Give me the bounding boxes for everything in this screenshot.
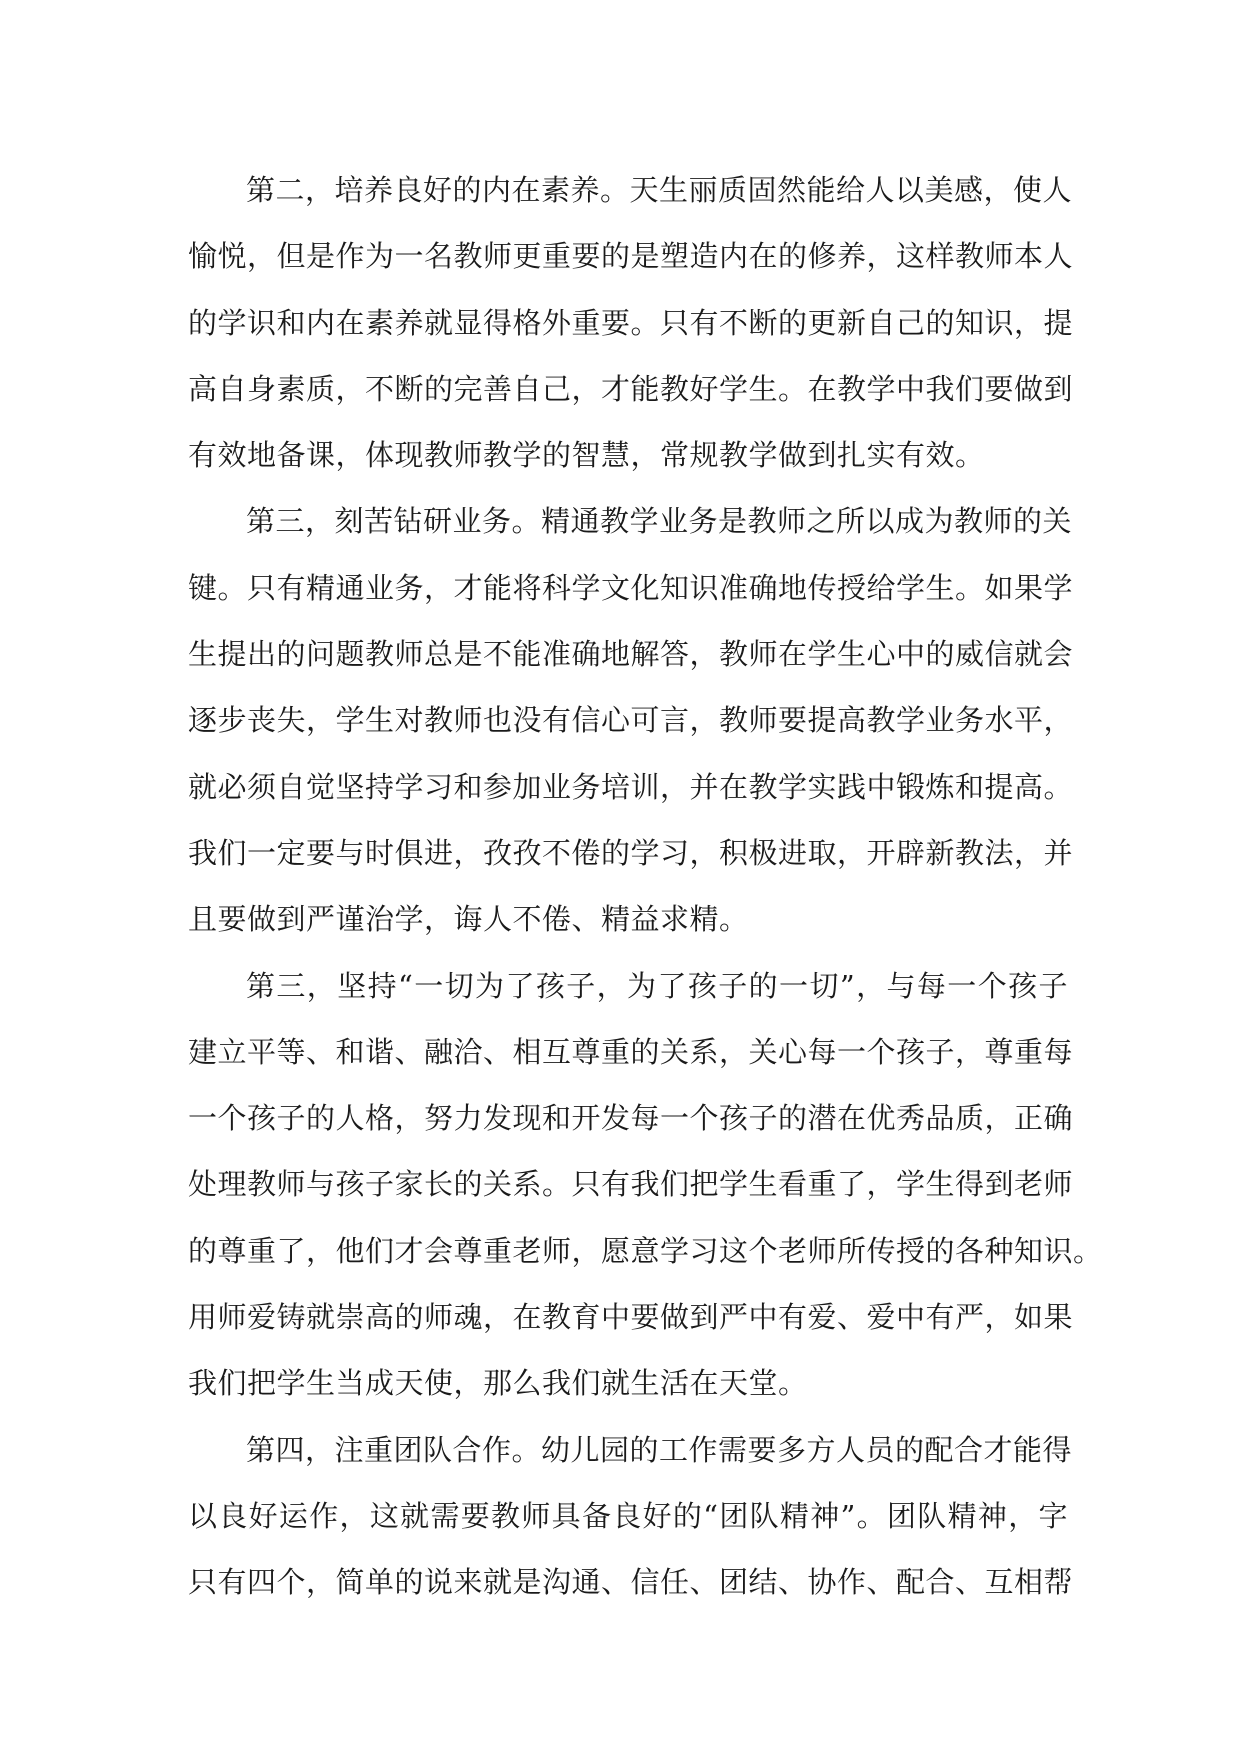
paragraph bbox=[188, 488, 1074, 952]
text-line: 高自身素质，不断的完善自己，才能教好学生。在教学中我们要做到 bbox=[188, 371, 1074, 406]
paragraph bbox=[188, 1417, 1074, 1616]
text-line: 我们一定要与时俱进，孜孜不倦的学习，积极进取，开辟新教法，并 bbox=[188, 835, 1074, 870]
text-line: 键。只有精通业务，才能将科学文化知识准确地传授给学生。如果学 bbox=[188, 570, 1074, 605]
text-line: 第三，刻苦钻研业务。精通教学业务是教师之所以成为教师的关 bbox=[246, 504, 1073, 539]
text-line: 以良好运作，这就需要教师具备良好的“团队精神”。团队精神，字 bbox=[188, 1498, 1068, 1533]
text-line: 建立平等、和谐、融洽、相互尊重的关系，关心每一个孩子，尊重每 bbox=[188, 1034, 1074, 1069]
text-line: 且要做到严谨治学，诲人不倦、精益求精。 bbox=[188, 902, 749, 937]
text-line: 第四，注重团队合作。幼儿园的工作需要多方人员的配合才能得 bbox=[246, 1432, 1073, 1467]
text-line: 逐步丧失，学生对教师也没有信心可言，教师要提高教学业务水平， bbox=[188, 703, 1074, 738]
text-line: 第三，坚持“一切为了孩子，为了孩子的一切”，与每一个孩子 bbox=[246, 968, 1068, 1003]
text-line: 我们把学生当成天使，那么我们就生活在天堂。 bbox=[188, 1366, 808, 1401]
document-body bbox=[188, 157, 1103, 1616]
text-line: 生提出的问题教师总是不能准确地解答，教师在学生心中的威信就会 bbox=[188, 637, 1074, 672]
text-line: 的尊重了，他们才会尊重老师，愿意学习这个老师所传授的各种知识。 bbox=[188, 1233, 1103, 1268]
text-line: 处理教师与孩子家长的关系。只有我们把学生看重了，学生得到老师 bbox=[188, 1167, 1074, 1202]
text-line: 只有四个，简单的说来就是沟通、信任、团结、协作、配合、互相帮 bbox=[188, 1565, 1074, 1600]
text-line: 的学识和内在素养就显得格外重要。只有不断的更新自己的知识，提 bbox=[188, 305, 1074, 340]
text-line: 愉悦，但是作为一名教师更重要的是塑造内在的修养，这样教师本人 bbox=[188, 239, 1074, 274]
text-line: 第二，培养良好的内在素养。天生丽质固然能给人以美感，使人 bbox=[246, 173, 1073, 207]
paragraph bbox=[188, 953, 1103, 1417]
text-line: 用师爱铸就崇高的师魂，在教育中要做到严中有爱、爱中有严，如果 bbox=[188, 1300, 1074, 1335]
paragraph bbox=[188, 157, 1074, 488]
text-line: 有效地备课，体现教师教学的智慧，常规教学做到扎实有效。 bbox=[188, 438, 985, 473]
text-line: 就必须自觉坚持学习和参加业务培训，并在教学实践中锻炼和提高。 bbox=[188, 769, 1074, 804]
text-line: 一个孩子的人格，努力发现和开发每一个孩子的潜在优秀品质，正确 bbox=[188, 1101, 1074, 1136]
